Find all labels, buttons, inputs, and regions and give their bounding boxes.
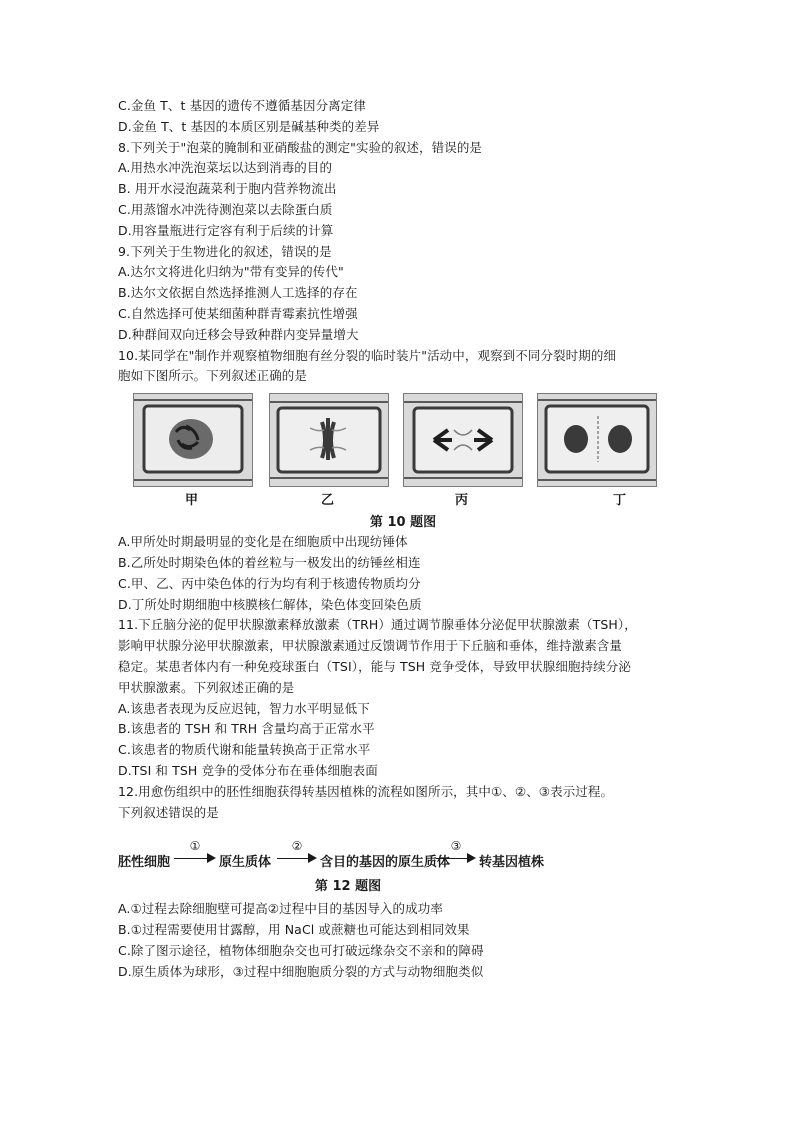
text-line: D.金鱼 T、t 基因的本质区别是碱基种类的差异 [118,118,380,134]
figure-12-flowchart [118,837,683,897]
option-11a: A.该患者表现为反应迟钝，智力水平明显低下 [118,700,370,716]
option-10a: A.甲所处时期最明显的变化是在细胞质中出现纺锤体 [118,534,408,550]
arrow-head-icon [207,853,216,863]
flow-step-2: ② [291,839,303,854]
flow-step-3: ③ [450,839,462,854]
option-10d: D.丁所处时期细胞中核膜核仁解体，染色体变回染色质 [118,596,422,612]
panel-label-ding: 丁 [613,493,627,509]
panel-label-bing: 丙 [455,493,469,509]
text-block-mid [118,532,683,823]
option-10c: C.甲、乙、丙中染色体的行为均有利于核遗传物质均分 [118,575,421,591]
option-9d: D.种群间双向迁移会导致种群内变异量增大 [118,326,359,342]
option-9a: A.达尔文将进化归纳为"带有变异的传代" [118,264,344,280]
option-12a: A.①过程去除细胞壁可提高②过程中目的基因导入的成功率 [118,901,443,917]
question-9-stem: 9.下列关于生物进化的叙述，错误的是 [118,243,332,259]
option-10b: B.乙所处时期染色体的着丝粒与一极发出的纺锤丝相连 [118,554,421,570]
question-12-stem: 12.用愈伤组织中的胚性细胞获得转基因植株的流程如图所示，其中①、②、③表示过程。 [118,783,614,799]
cell-image-bing [403,393,523,487]
cell-image-yi [269,393,389,487]
exam-page [118,96,683,983]
figure-12-caption: 第 12 题图 [314,879,382,895]
question-12-stem-cont: 下列叙述错误的是 [118,804,219,820]
question-10-stem: 10.某同学在"制作并观察植物细胞有丝分裂的临时装片"活动中，观察到不同分裂时期的细 [118,347,617,363]
option-8a: A.用热水冲洗泡菜坛以达到消毒的目的 [118,160,333,176]
arrow-head-icon [467,853,476,863]
question-11-stem: 11.下丘脑分泌的促甲状腺激素释放激素（TRH）通过调节腺垂体分泌促甲状腺激素（TSH）， [118,617,637,633]
option-8c: C.用蒸馏水冲洗待测泡菜以去除蛋白质 [118,201,333,217]
question-11-stem-cont: 影响甲状腺分泌甲状腺激素，甲状腺激素通过反馈调节作用于下丘脑和垂体，维持激素含量 [118,638,623,654]
option-9c: C.自然选择可使某细菌种群青霉素抗性增强 [118,305,358,321]
panel-label-jia: 甲 [185,493,199,509]
question-11-stem-cont: 稳定。某患者体内有一种免疫球蛋白（TSI），能与 TSH 竞争受体，导致甲状腺细胞持续分泌 [118,658,631,674]
figure-10-caption: 第 10 题图 [369,515,437,531]
flow-step-1: ① [189,839,201,854]
panel-label-yi: 乙 [321,493,335,509]
option-11c: C.该患者的物质代谢和能量转换高于正常水平 [118,742,371,758]
option-8b: B. 用开水浸泡蔬菜利于胞内营养物流出 [118,181,337,197]
figure-10-mitosis-cells [133,393,673,531]
option-8d: D.用容量瓶进行定容有利于后续的计算 [118,222,334,238]
text-block-bottom [118,899,683,982]
option-12c: C.除了图示途径，植物体细胞杂交也可打破远缘杂交不亲和的障碍 [118,942,484,958]
question-8-stem: 8.下列关于"泡菜的腌制和亚硝酸盐的测定"实验的叙述，错误的是 [118,139,483,155]
flow-node-transformed-protoplast: 含目的基因的原生质体 [320,855,451,871]
text-line: C.金鱼 T、t 基因的遗传不遵循基因分离定律 [118,98,366,113]
flow-arrow-2 [277,841,317,865]
question-10-stem-cont: 胞如下图所示。下列叙述正确的是 [118,368,308,384]
arrow-head-icon [308,853,317,863]
question-11-stem-cont: 甲状腺激素。下列叙述正确的是 [118,679,295,695]
flow-node-protoplast: 原生质体 [219,855,272,871]
option-12b: B.①过程需要使用甘露醇，用 NaCl 或蔗糖也可能达到相同效果 [118,922,470,938]
option-11d: D.TSI 和 TSH 竞争的受体分布在垂体细胞表面 [118,762,378,778]
text-block-top [118,96,683,387]
flow-node-transgenic-plant: 转基因植株 [479,855,545,871]
cell-image-jia [133,393,253,487]
flow-arrow-1 [174,841,216,865]
option-11b: B.该患者的 TSH 和 TRH 含量均高于正常水平 [118,721,375,737]
option-12d: D.原生质体为球形，③过程中细胞胞质分裂的方式与动物细胞类似 [118,963,484,979]
flow-node-embryonic-cell: 胚性细胞 [118,855,171,871]
cell-image-ding [537,393,657,487]
option-9b: B.达尔文依据自然选择推测人工选择的存在 [118,285,358,301]
flow-arrow-3 [436,841,476,865]
